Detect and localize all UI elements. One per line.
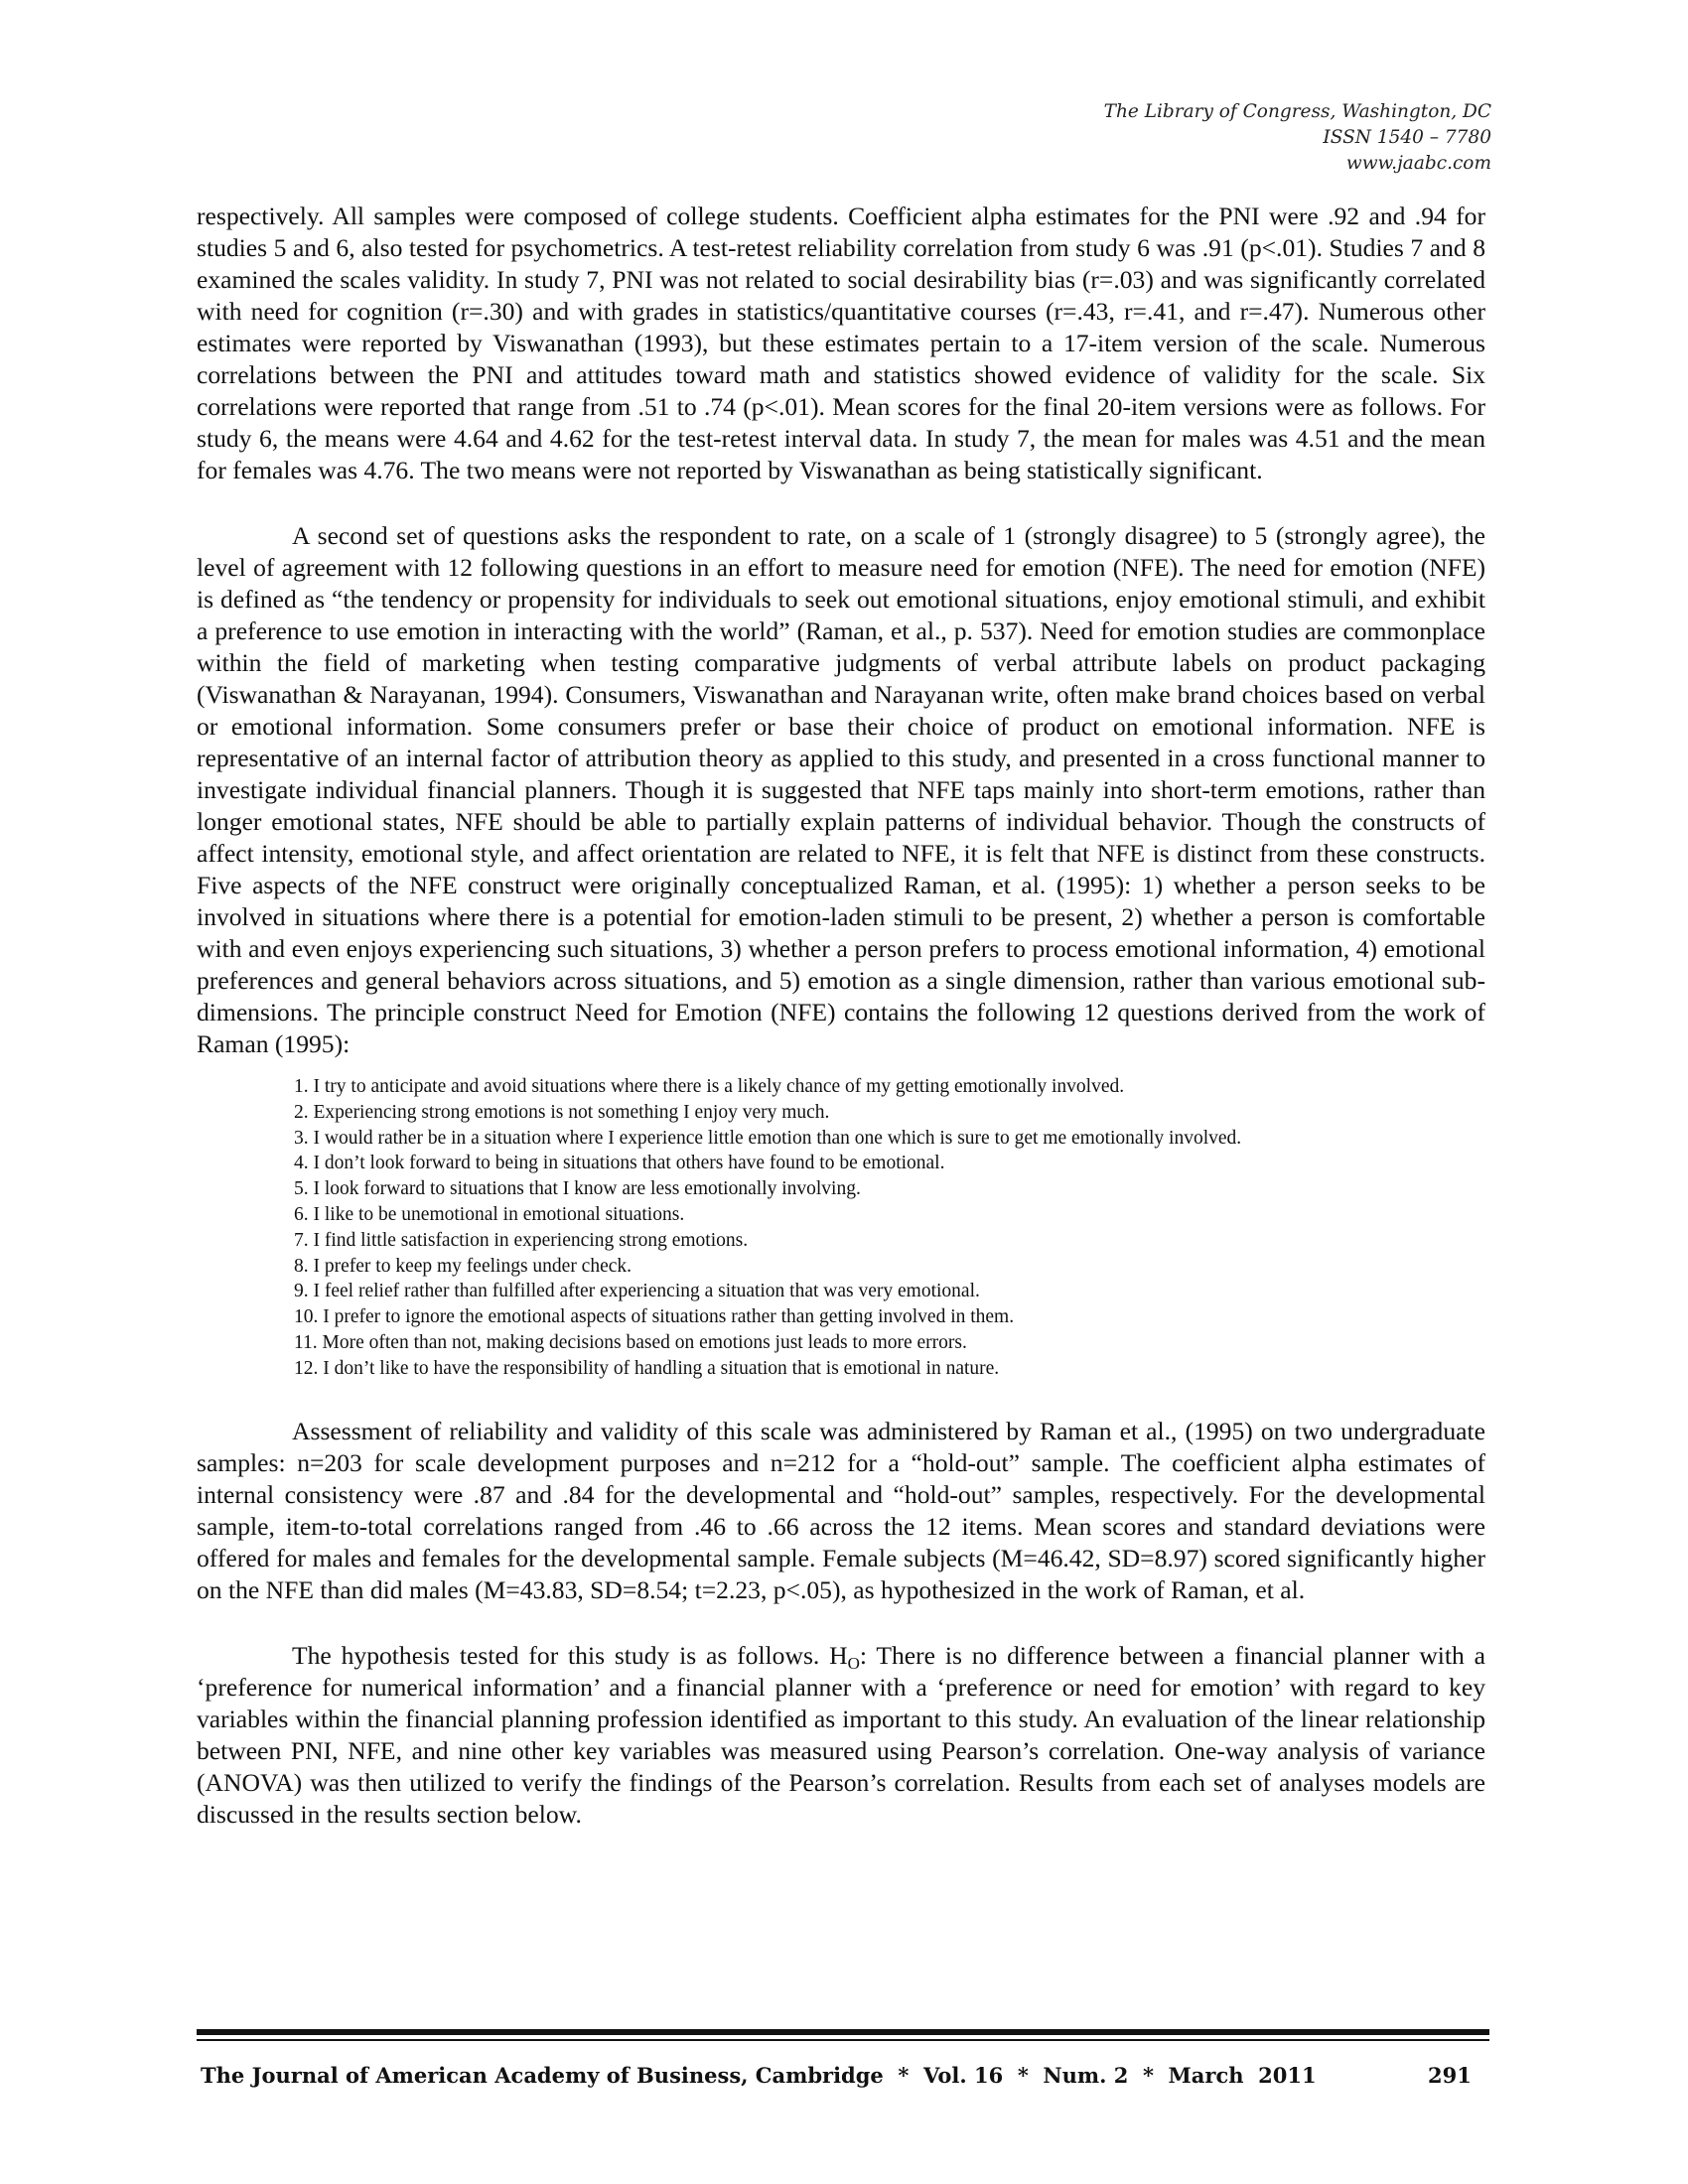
nfe-question-list bbox=[197, 1074, 1485, 1382]
paragraph-nfe-definition: A second set of questions asks the respondent to rate, on a scale of 1 (strongly disagree) to 5 (strongly agree), the level of agreement with 12 following questions in an effort to measure need for emotion (NFE). The need for emotion (NFE) is defined as “the tendency or propensity for individuals to seek out emotional situations, enjoy emotional stimuli, and exhibit a preference to use emotion in interacting with the world” (Raman, et al., p. 537). Need for emotion studies are commonplace within the field of marketing when testing comparative judgments of verbal attribute labels on product packaging (Viswanathan & Narayanan, 1994). Consumers, Viswanathan and Narayanan write, often make brand choices based on verbal or emotional information. Some consumers prefer or base their choice of product on emotional information. NFE is representative of an internal factor of attribution theory as applied to this study, and presented in a cross functional manner to investigate individual financial planners. Though it is suggested that NFE taps mainly into short-term emotions, rather than longer emotional states, NFE should be able to partially explain patterns of individual behavior. Though the constructs of affect intensity, emotional style, and affect orientation are related to NFE, it is felt that NFE is distinct from these constructs. Five aspects of the NFE construct were originally conceptualized Raman, et al. (1995): 1) whether a person seeks to be involved in situations where there is a potential for emotion-laden stimuli to be present, 2) whether a person is comfortable with and even enjoys experiencing such situations, 3) whether a person prefers to process emotional information, 4) emotional preferences and general behaviors across situations, and 5) emotion as a single dimension, rather than various emotional sub-dimensions. The principle construct Need for Emotion (NFE) contains the following 12 questions derived from the work of Raman (1995): bbox=[197, 521, 1485, 1058]
list-item: 12. I don’t like to have the responsibility of handling a situation that is emotional in nature. bbox=[294, 1357, 1000, 1379]
list-item: 1. I try to anticipate and avoid situations where there is a likely chance of my getting emotionally involved. bbox=[294, 1076, 1125, 1097]
list-item: 8. I prefer to keep my feelings under check. bbox=[294, 1255, 633, 1277]
article-body bbox=[197, 201, 1485, 1831]
header-publisher: The Library of Congress, Washington, DC bbox=[1103, 101, 1491, 122]
header-issn: ISSN 1540 – 7780 bbox=[1323, 127, 1491, 148]
hypothesis-text: : There is no difference between a financial planner with a ‘preference for numerical information’ and a financial planner with a ‘preference or need for emotion’ with regard to key variables within the financial planning profession identified as important to this study. An evaluation of the linear relationship between PNI, NFE, and nine other key variables was measured using Pearson’s correlation. One-way analysis of variance (ANOVA) was then utilized to verify the findings of the Pearson’s correlation. Results from each set of analyses models are discussed in the results section below. bbox=[197, 1640, 1485, 1829]
running-header bbox=[1104, 99, 1491, 177]
list-item: 2. Experiencing strong emotions is not something I enjoy very much. bbox=[294, 1101, 830, 1123]
footer-journal-citation: The Journal of American Academy of Business, Cambridge * Vol. 16 * Num. 2 * March 2011 bbox=[201, 2063, 1317, 2088]
list-item: 10. I prefer to ignore the emotional aspects of situations rather than getting involved in them. bbox=[294, 1306, 1015, 1328]
paragraph-hypothesis bbox=[197, 1640, 1485, 1831]
list-item: 9. I feel relief rather than fulfilled after experiencing a situation that was very emotional. bbox=[294, 1281, 980, 1302]
list-item: 4. I don’t look forward to being in situations that others have found to be emotional. bbox=[294, 1153, 945, 1174]
hypothesis-intro: The hypothesis tested for this study is as follows. H bbox=[292, 1640, 848, 1670]
footer-rule-thin bbox=[197, 2039, 1489, 2041]
list-item: 11. More often than not, making decisions based on emotions just leads to more errors. bbox=[294, 1331, 967, 1353]
footer-rule-thick bbox=[197, 2029, 1489, 2035]
hypothesis-subscript: O bbox=[847, 1653, 860, 1673]
list-item: 5. I look forward to situations that I know are less emotionally involving. bbox=[294, 1178, 861, 1200]
paragraph-reliability-assessment: Assessment of reliability and validity of this scale was administered by Raman et al., (1995) on two undergraduate samples: n=203 for scale development purposes and n=212 for a “hold-out” sample. The coefficient alpha estimates of internal consistency were .87 and .84 for the developmental and “hold-out” samples, respectively. For the developmental sample, item-to-total correlations ranged from .46 to .66 across the 12 items. Mean scores and standard deviations were offered for males and females for the developmental sample. Female subjects (M=46.42, SD=8.97) scored significantly higher on the NFE than did males (M=43.83, SD=8.54; t=2.23, p<.05), as hypothesized in the work of Raman, et al. bbox=[197, 1416, 1485, 1604]
paragraph-pni-continuation: respectively. All samples were composed of college students. Coefficient alpha estimates for the PNI were .92 and .94 for studies 5 and 6, also tested for psychometrics. A test-retest reliability correlation from study 6 was .91 (p<.01). Studies 7 and 8 examined the scales validity. In study 7, PNI was not related to social desirability bias (r=.03) and was significantly correlated with need for cognition (r=.30) and with grades in statistics/quantitative courses (r=.43, r=.41, and r=.47). Numerous other estimates were reported by Viswanathan (1993), but these estimates pertain to a 17-item version of the scale. Numerous correlations between the PNI and attitudes toward math and statistics showed evidence of validity for the scale. Six correlations were reported that range from .51 to .74 (p<.01). Mean scores for the final 20-item versions were as follows. For study 6, the means were 4.64 and 4.62 for the test-retest interval data. In study 7, the mean for males was 4.51 and the mean for females was 4.76. The two means were not reported by Viswanathan as being statistically significant. bbox=[197, 202, 1485, 484]
page-number: 291 bbox=[1428, 2063, 1472, 2088]
list-item: 6. I like to be unemotional in emotional situations. bbox=[294, 1203, 685, 1225]
list-item: 7. I find little satisfaction in experiencing strong emotions. bbox=[294, 1229, 749, 1251]
list-item: 3. I would rather be in a situation where I experience little emotion than one which is sure to get me emotionally involved. bbox=[294, 1127, 1242, 1149]
header-website: www.jaabc.com bbox=[1345, 153, 1491, 174]
